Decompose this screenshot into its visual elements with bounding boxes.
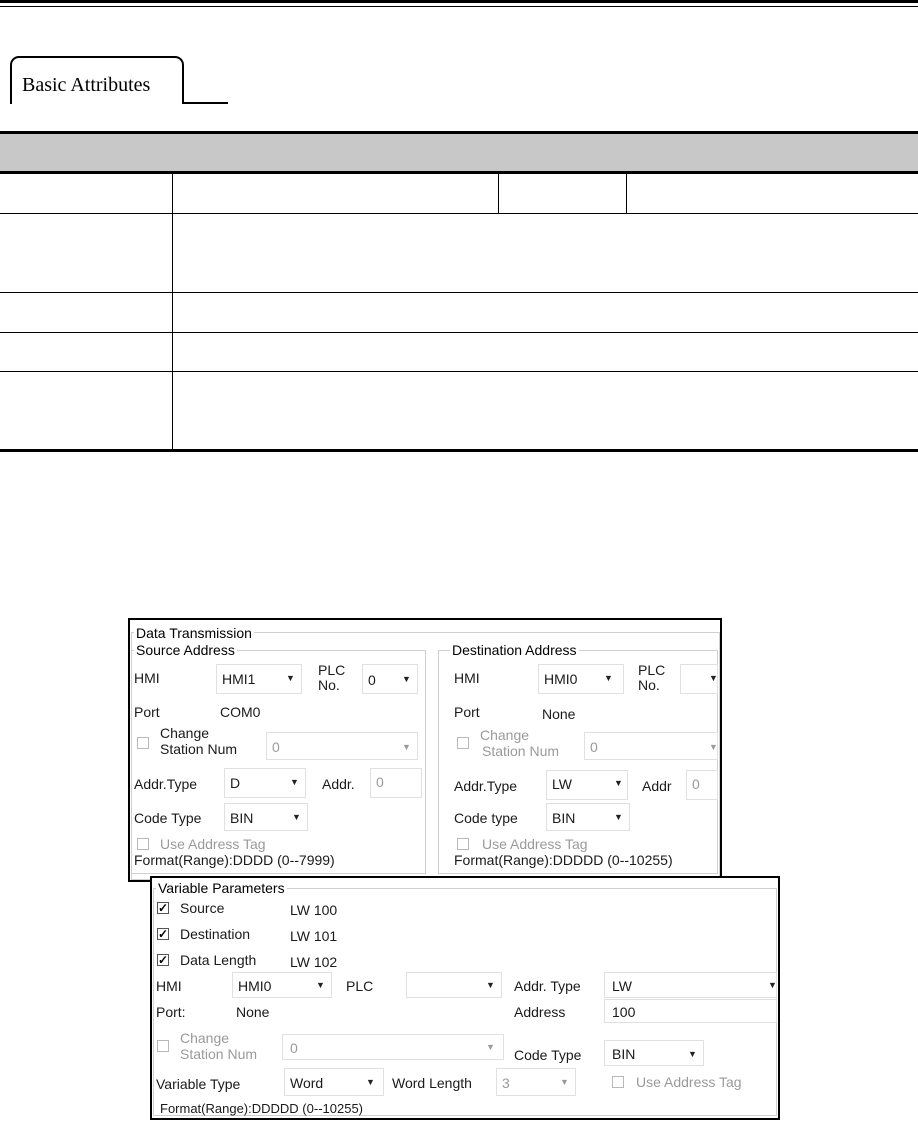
source-format-label: Format(Range):DDDD (0--7999) [134, 852, 335, 868]
chevron-down-icon: ▼ [402, 742, 411, 752]
table-row-divider [0, 332, 918, 333]
chevron-down-icon: ▼ [709, 742, 718, 752]
dest-hmi-value: HMI0 [544, 671, 578, 687]
var-source-label: Source [180, 900, 225, 916]
source-hmi-value: HMI1 [222, 671, 256, 687]
var-data-length-value: LW 102 [290, 954, 338, 970]
table-column-divider [172, 174, 173, 449]
dest-change-label: Change [480, 727, 530, 743]
dest-addr-type-label: Addr.Type [454, 778, 518, 794]
dest-station-label: Station Num [482, 743, 560, 759]
chevron-down-icon: ▼ [366, 1077, 375, 1087]
source-change-label: Change [160, 725, 210, 741]
source-plc-label: PLC [318, 662, 346, 678]
var-word-length-label: Word Length [392, 1075, 472, 1091]
var-code-type-value: BIN [612, 1046, 636, 1062]
var-address-label: Address [514, 1004, 566, 1020]
var-data-length-label: Data Length [180, 952, 257, 968]
source-address-title: Source Address [136, 642, 235, 658]
dest-addr-label: Addr [642, 778, 672, 794]
dest-addr-input[interactable] [686, 770, 718, 800]
var-use-address-tag-checkbox[interactable] [612, 1076, 624, 1088]
chevron-down-icon: ▼ [486, 1042, 495, 1052]
header-rule-thick [0, 0, 918, 3]
variable-parameters-title: Variable Parameters [158, 880, 285, 896]
chevron-down-icon: ▼ [614, 812, 623, 822]
table-header-band [0, 134, 918, 171]
chevron-down-icon: ▼ [614, 778, 623, 788]
var-source-checkbox[interactable]: ✓ [158, 901, 169, 915]
var-plc-label: PLC [346, 978, 374, 994]
var-destination-checkbox[interactable]: ✓ [158, 927, 169, 941]
dest-hmi-label: HMI [454, 670, 480, 686]
var-destination-label: Destination [180, 926, 251, 942]
tab-label: Basic Attributes [22, 74, 151, 96]
source-plc-value: 0 [368, 672, 376, 688]
var-variable-type-value: Word [290, 1075, 324, 1091]
chevron-down-icon: ▼ [486, 980, 495, 990]
var-hmi-label: HMI [156, 978, 182, 994]
dest-port-label: Port [454, 704, 480, 720]
source-code-type-value: BIN [230, 810, 254, 826]
table-header-border [0, 171, 918, 174]
source-station-value: 0 [272, 739, 280, 755]
var-data-length-checkbox[interactable]: ✓ [158, 953, 169, 967]
table-row-divider [0, 371, 918, 372]
var-destination-value: LW 101 [290, 928, 338, 944]
source-hmi-label: HMI [134, 670, 160, 686]
source-station-label: Station Num [160, 741, 238, 757]
dest-addr-type-value: LW [552, 776, 572, 792]
chevron-down-icon: ▼ [292, 812, 301, 822]
source-addr-value: 0 [376, 774, 384, 790]
var-format-label: Format(Range):DDDDD (0--10255) [160, 1101, 363, 1116]
dest-port-value: None [542, 706, 576, 722]
chevron-down-icon: ▼ [709, 673, 718, 683]
chevron-down-icon: ▼ [604, 673, 613, 683]
dest-code-type-label: Code type [454, 810, 518, 826]
var-port-value: None [236, 1004, 270, 1020]
source-plc-no-label: No. [318, 677, 340, 693]
var-port-label: Port: [156, 1004, 186, 1020]
dest-format-label: Format(Range):DDDDD (0--10255) [454, 852, 673, 868]
chevron-down-icon: ▼ [560, 1077, 569, 1087]
table-bottom-border [0, 449, 918, 452]
dest-plc-label: PLC [638, 662, 666, 678]
dest-station-value: 0 [590, 739, 598, 755]
data-transmission-title: Data Transmission [136, 625, 252, 641]
source-addr-label: Addr. [322, 776, 355, 792]
var-hmi-value: HMI0 [238, 978, 272, 994]
tab-underline [182, 102, 228, 104]
chevron-down-icon: ▼ [286, 673, 295, 683]
source-port-value: COM0 [220, 704, 261, 720]
destination-address-title: Destination Address [452, 642, 577, 658]
var-address-value: 100 [612, 1004, 636, 1020]
var-station-label: Station Num [180, 1046, 258, 1062]
chevron-down-icon: ▼ [402, 674, 411, 684]
table-column-divider [498, 174, 499, 213]
var-variable-type-label: Variable Type [156, 1076, 241, 1092]
dest-code-type-value: BIN [552, 810, 576, 826]
header-rule-thin [0, 6, 918, 7]
var-code-type-label: Code Type [514, 1047, 582, 1063]
dest-plc-no-label: No. [638, 677, 660, 693]
dest-addr-value: 0 [692, 776, 700, 792]
table-row-divider [0, 213, 918, 214]
table-row-divider [0, 292, 918, 293]
var-addr-type-value: LW [612, 978, 632, 994]
chevron-down-icon: ▼ [768, 980, 777, 990]
var-word-length-value: 3 [502, 1075, 510, 1091]
source-port-label: Port [134, 704, 160, 720]
var-use-tag-label: Use Address Tag [636, 1074, 742, 1090]
source-station-select[interactable] [266, 732, 418, 760]
chevron-down-icon: ▼ [316, 980, 325, 990]
var-addr-type-label: Addr. Type [514, 978, 581, 994]
chevron-down-icon: ▼ [688, 1049, 697, 1059]
var-station-value: 0 [290, 1040, 298, 1056]
chevron-down-icon: ▼ [290, 777, 299, 787]
source-change-station-checkbox[interactable] [137, 737, 149, 749]
var-station-select[interactable] [282, 1034, 504, 1060]
source-code-type-label: Code Type [134, 810, 202, 826]
source-use-tag-label: Use Address Tag [160, 836, 266, 852]
table-column-divider [626, 174, 627, 213]
dest-station-select[interactable] [584, 732, 718, 760]
var-source-value: LW 100 [290, 902, 338, 918]
dest-use-tag-label: Use Address Tag [482, 836, 588, 852]
source-use-address-tag-checkbox[interactable] [137, 838, 149, 850]
var-change-station-checkbox[interactable] [157, 1040, 169, 1052]
source-addr-type-label: Addr.Type [134, 776, 198, 792]
source-addr-type-value: D [230, 775, 241, 791]
var-change-label: Change [180, 1030, 230, 1046]
dest-change-station-checkbox[interactable] [457, 737, 469, 749]
dest-use-address-tag-checkbox[interactable] [457, 838, 469, 850]
